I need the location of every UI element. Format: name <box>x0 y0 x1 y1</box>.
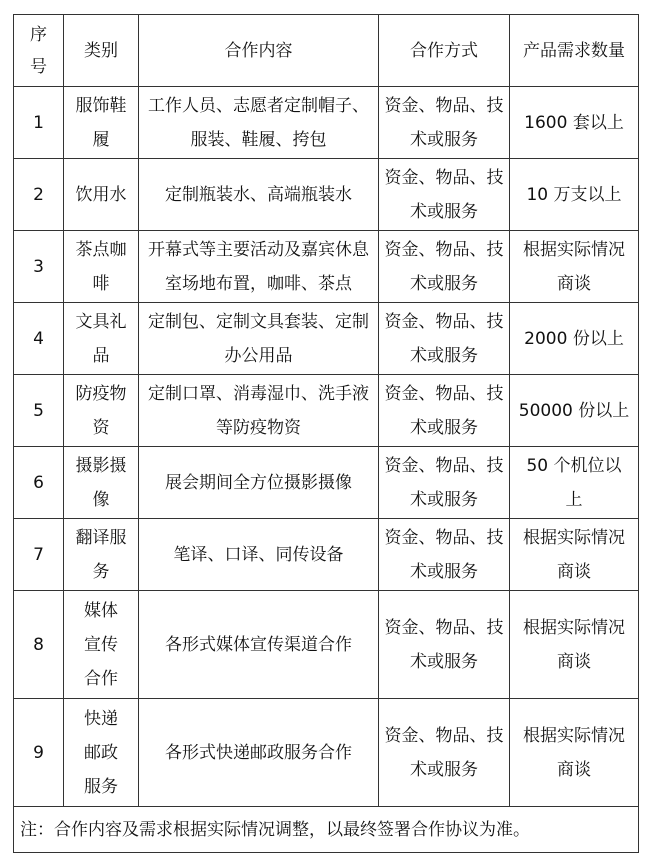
row-quantity: 根据实际情况商谈 <box>510 231 639 303</box>
row-content: 各形式快递邮政服务合作 <box>139 699 379 807</box>
row-category: 摄影摄像 <box>64 447 139 519</box>
row-index: 9 <box>14 699 64 807</box>
row-content: 各形式媒体宣传渠道合作 <box>139 591 379 699</box>
table-row <box>14 231 639 303</box>
table-row <box>14 447 639 519</box>
row-quantity: 50000 份以上 <box>510 375 639 447</box>
row-category: 媒体宣传合作 <box>64 591 139 699</box>
row-content: 展会期间全方位摄影摄像 <box>139 447 379 519</box>
row-quantity: 根据实际情况商谈 <box>510 519 639 591</box>
row-content: 定制口罩、消毒湿巾、洗手液等防疫物资 <box>139 375 379 447</box>
header-index: 序号 <box>14 15 64 87</box>
table-row <box>14 159 639 231</box>
row-content: 定制包、定制文具套装、定制办公用品 <box>139 303 379 375</box>
note-text: 注：合作内容及需求根据实际情况调整，以最终签署合作协议为准。 <box>14 807 639 853</box>
row-index: 4 <box>14 303 64 375</box>
row-quantity: 2000 份以上 <box>510 303 639 375</box>
row-quantity: 根据实际情况商谈 <box>510 699 639 807</box>
cooperation-table <box>13 14 639 853</box>
row-method: 资金、物品、技术或服务 <box>379 699 510 807</box>
row-method: 资金、物品、技术或服务 <box>379 591 510 699</box>
row-method: 资金、物品、技术或服务 <box>379 303 510 375</box>
row-quantity: 1600 套以上 <box>510 87 639 159</box>
row-method: 资金、物品、技术或服务 <box>379 159 510 231</box>
row-method: 资金、物品、技术或服务 <box>379 87 510 159</box>
table-row <box>14 375 639 447</box>
row-index: 3 <box>14 231 64 303</box>
table-row <box>14 87 639 159</box>
row-content: 工作人员、志愿者定制帽子、服装、鞋履、挎包 <box>139 87 379 159</box>
row-quantity: 根据实际情况商谈 <box>510 591 639 699</box>
row-index: 7 <box>14 519 64 591</box>
header-category: 类别 <box>64 15 139 87</box>
row-category: 饮用水 <box>64 159 139 231</box>
row-method: 资金、物品、技术或服务 <box>379 375 510 447</box>
row-method: 资金、物品、技术或服务 <box>379 519 510 591</box>
row-method: 资金、物品、技术或服务 <box>379 447 510 519</box>
row-category: 文具礼品 <box>64 303 139 375</box>
table-row <box>14 303 639 375</box>
row-content: 开幕式等主要活动及嘉宾休息室场地布置，咖啡、茶点 <box>139 231 379 303</box>
row-index: 8 <box>14 591 64 699</box>
row-quantity: 10 万支以上 <box>510 159 639 231</box>
row-content: 笔译、口译、同传设备 <box>139 519 379 591</box>
row-index: 1 <box>14 87 64 159</box>
table-row <box>14 699 639 807</box>
table-row <box>14 519 639 591</box>
header-content: 合作内容 <box>139 15 379 87</box>
header-method: 合作方式 <box>379 15 510 87</box>
row-quantity: 50 个机位以上 <box>510 447 639 519</box>
row-category: 翻译服务 <box>64 519 139 591</box>
row-category: 服饰鞋履 <box>64 87 139 159</box>
row-index: 5 <box>14 375 64 447</box>
row-method: 资金、物品、技术或服务 <box>379 231 510 303</box>
row-index: 6 <box>14 447 64 519</box>
row-content: 定制瓶装水、高端瓶装水 <box>139 159 379 231</box>
header-row <box>14 15 639 87</box>
table-row <box>14 591 639 699</box>
header-quantity: 产品需求数量 <box>510 15 639 87</box>
row-index: 2 <box>14 159 64 231</box>
row-category: 茶点咖啡 <box>64 231 139 303</box>
row-category: 快递邮政服务 <box>64 699 139 807</box>
row-category: 防疫物资 <box>64 375 139 447</box>
